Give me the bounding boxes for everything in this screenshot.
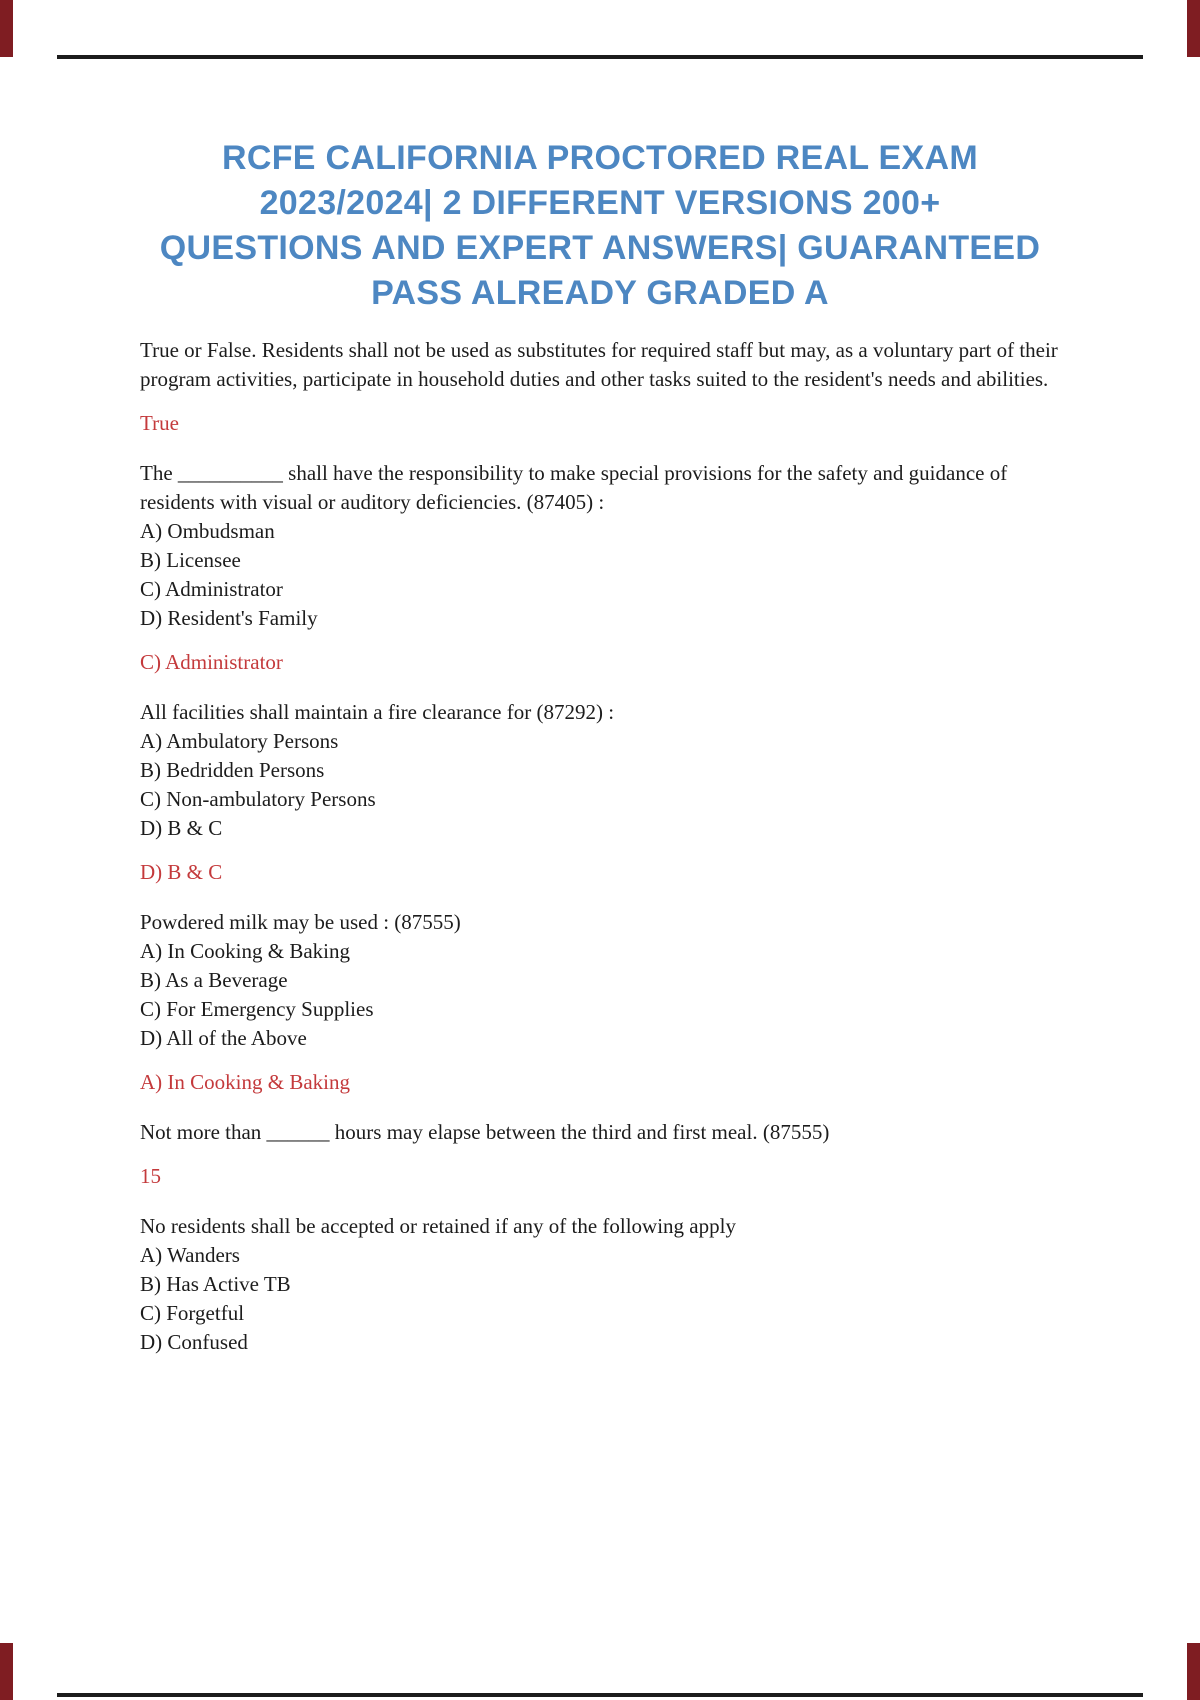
question-text: Powdered milk may be used : (87555) <box>140 910 461 934</box>
option-text: D) B & C <box>140 816 223 840</box>
question-text: All facilities shall maintain a fire clearance for (87292) : <box>140 700 615 724</box>
option-text: C) Forgetful <box>140 1301 245 1325</box>
document-title <box>90 136 1110 316</box>
page-edge-mark-bottom-right <box>1187 1643 1200 1700</box>
option-text: A) In Cooking & Baking <box>140 939 350 963</box>
option-text: B) Bedridden Persons <box>140 758 325 782</box>
page-edge-mark-top-left <box>0 0 13 57</box>
option-text: D) Resident's Family <box>140 606 318 630</box>
qa-block <box>140 908 1072 1097</box>
bottom-rule <box>57 1693 1143 1697</box>
title-line: RCFE CALIFORNIA PROCTORED REAL EXAM <box>221 139 978 177</box>
qa-block <box>140 698 1072 887</box>
option-text: B) As a Beverage <box>140 968 288 992</box>
title-line: 2023/2024| 2 DIFFERENT VERSIONS 200+ <box>259 184 941 222</box>
answer-text: D) B & C <box>140 860 223 884</box>
page-edge-mark-bottom-left <box>0 1643 13 1700</box>
option-text: D) Confused <box>140 1330 248 1354</box>
qa-block <box>140 1118 1072 1191</box>
top-rule <box>57 55 1143 59</box>
qa-content <box>140 336 1072 1357</box>
option-text: C) Non-ambulatory Persons <box>140 787 376 811</box>
answer-text: A) In Cooking & Baking <box>140 1070 350 1094</box>
qa-block <box>140 1212 1072 1357</box>
answer-text: 15 <box>140 1164 161 1188</box>
question-text: Not more than ______ hours may elapse between the third and first meal. (87555) <box>140 1120 830 1144</box>
page-edge-mark-top-right <box>1187 0 1200 57</box>
option-text: A) Wanders <box>140 1243 240 1267</box>
title-line: QUESTIONS AND EXPERT ANSWERS| GUARANTEED <box>159 229 1041 267</box>
answer-text: True <box>140 411 179 435</box>
option-text: D) All of the Above <box>140 1026 307 1050</box>
question-text: No residents shall be accepted or retained if any of the following apply <box>140 1214 736 1238</box>
option-text: B) Has Active TB <box>140 1272 291 1296</box>
question-text: True or False. Residents shall not be used as substitutes for required staff but may, as a voluntary part of their program activities, participate in household duties and other tasks suited to the resident's needs and abilities. <box>140 338 1058 391</box>
option-text: C) For Emergency Supplies <box>140 997 374 1021</box>
qa-block <box>140 336 1072 438</box>
option-text: C) Administrator <box>140 577 283 601</box>
qa-block <box>140 459 1072 677</box>
option-text: A) Ombudsman <box>140 519 275 543</box>
answer-text: C) Administrator <box>140 650 283 674</box>
option-text: A) Ambulatory Persons <box>140 729 339 753</box>
title-line: PASS ALREADY GRADED A <box>371 274 829 312</box>
question-text: The __________ shall have the responsibility to make special provisions for the safety and guidance of residents with visual or auditory deficiencies. (87405) : <box>140 461 1008 514</box>
option-text: B) Licensee <box>140 548 241 572</box>
